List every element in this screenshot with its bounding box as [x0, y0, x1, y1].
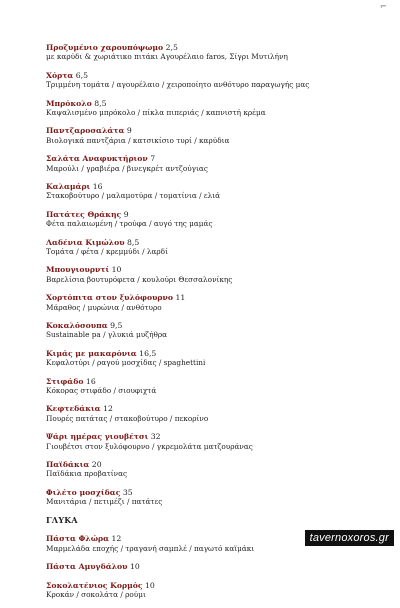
- menu-item-name: Σοκολατένιος Κορμός: [46, 580, 143, 590]
- menu-item: [46, 43, 386, 62]
- menu-item-name: Καλαμάρι: [46, 181, 91, 191]
- menu-list: [46, 43, 386, 608]
- menu-item-name: Φιλέτο μοσχίδας: [46, 487, 121, 497]
- menu-item-description: Τριμμένη τομάτα / αγουρέλαιο / χειροποίητο ανθότυρο παραγωγής μας: [46, 80, 310, 90]
- menu-item: [46, 321, 386, 340]
- menu-item-name: Χόρτα: [46, 70, 74, 80]
- menu-item-description: Παϊδάκια προβατίνας: [46, 469, 128, 479]
- menu-item-price: 7: [150, 154, 156, 164]
- menu-item: [46, 210, 386, 229]
- menu-item-name: Κεφτεδάκια: [46, 404, 101, 414]
- site-watermark[interactable]: tavernoxoros.gr: [305, 530, 394, 546]
- menu-item-description: Μαρμελάδα εποχής / τραγανή σαμπλέ / παγωτό καϊμάκι: [46, 543, 255, 553]
- menu-item-title-line: [46, 488, 386, 497]
- menu-item-description: Βαρελίσια βουτυρόφετα / κουλούρι Θεσσαλονίκης: [46, 274, 233, 284]
- menu-item-price: 16: [92, 181, 103, 191]
- menu-item-title-line: [46, 581, 386, 590]
- menu-item-description: Τομάτα / φέτα / κρεμμύδι / λαρδί: [46, 246, 168, 256]
- menu-item-name: Προζυμένιο χαρουπόψωμο: [46, 43, 164, 52]
- menu-item-price: 9: [123, 209, 129, 219]
- menu-item-price: 9: [126, 126, 132, 136]
- menu-item-title-line: [46, 238, 386, 247]
- menu-item-price: 8,5: [94, 98, 107, 108]
- menu-item-description: Βιολογικά παντζάρια / κατσικίσιο τυρί / καρύδια: [46, 135, 230, 145]
- menu-item-title-line: [46, 432, 386, 441]
- menu-item-title-line: [46, 321, 386, 330]
- menu-item-price: 9,5: [110, 320, 123, 330]
- corner-mark: ⌐: [380, 2, 387, 11]
- menu-item: [46, 238, 386, 257]
- menu-item: [46, 182, 386, 201]
- menu-item: [46, 460, 386, 479]
- menu-item-name: Λαδένια Κιμώλου: [46, 237, 125, 247]
- menu-item-price: 10: [111, 265, 122, 275]
- menu-item: [46, 349, 386, 368]
- menu-item-price: 10: [144, 580, 155, 590]
- menu-item-title-line: [46, 562, 386, 571]
- menu-item-description: Πουρές πατάτας / στακοβούτυρο / πεκορίνο: [46, 413, 209, 423]
- menu-item: [46, 562, 386, 571]
- menu-item: [46, 126, 386, 145]
- menu-item-title-line: [46, 460, 386, 469]
- menu-item-price: 35: [122, 487, 133, 497]
- menu-item: [46, 432, 386, 451]
- menu-item-name: Κιμάς με μακαρόνια: [46, 348, 137, 358]
- menu-item-title-line: [46, 265, 386, 274]
- menu-item: [46, 293, 386, 312]
- menu-item-price: 32: [150, 432, 161, 442]
- menu-item: [46, 71, 386, 90]
- menu-item-name: Πατάτες Θράκης: [46, 209, 122, 219]
- menu-item-description: Κόκορας στιφάδο / σιουφιχτά: [46, 385, 157, 395]
- menu-item-description: Στακοβούτυρο / μαλαμοτύρα / τοματίνια / ελιά: [46, 191, 221, 201]
- menu-item-title-line: [46, 349, 386, 358]
- menu-item-description: Κροκάν / σοκολάτα / ρούμι: [46, 589, 146, 599]
- menu-item: [46, 99, 386, 118]
- sweets-heading: ΓΛΥΚΑ: [46, 515, 78, 525]
- menu-item-name: Σαλάτα Αναφυκτήριον: [46, 154, 148, 164]
- menu-item: [46, 581, 386, 600]
- menu-item-title-line: [46, 404, 386, 413]
- menu-item-description: Μανιτάρια / πετιμέζι / πατάτες: [46, 497, 163, 507]
- menu-item-name: Μπρόκολο: [46, 98, 92, 108]
- menu-item-title-line: [46, 99, 386, 108]
- menu-item-price: 11: [175, 293, 186, 303]
- menu-item-name: Μπουγιουρντί: [46, 265, 110, 275]
- menu-item-price: 2,5: [165, 43, 178, 52]
- menu-item-title-line: [46, 71, 386, 80]
- menu-item: [46, 404, 386, 423]
- menu-item-price: 12: [111, 534, 122, 544]
- menu-item-price: 16,5: [139, 348, 157, 358]
- menu-item-description: Μάραθος / μυρώνια / ανθότυρο: [46, 302, 162, 312]
- menu-item-name: Ψάρι ημέρας γιουβέτσι: [46, 432, 149, 442]
- menu-item-description: Καψαλισμένο μπρόκολο / πίκλα πιπεριάς / καπνιστή κρέμα: [46, 108, 266, 117]
- menu-item-description: Κεφαλοτύρι / ραγού μοσχίδας / spaghettini: [46, 358, 206, 368]
- menu-item-price: 12: [103, 404, 113, 414]
- menu-item-description: Φέτα παλαιωμένη / τρούφα / αυγό της μαμάς: [46, 219, 213, 229]
- menu-item-price: 6,5: [75, 70, 88, 80]
- menu-item-description: Μαρούλι / γραβιέρα / βινεγκρέτ αντζούγιας: [46, 163, 208, 173]
- menu-item-name: Χορτόπιτα στον ξυλόφουρνο: [46, 293, 173, 303]
- menu-item-name: Πάστα Φλώρα: [46, 534, 110, 544]
- menu-item-name: Στιφάδο: [46, 376, 84, 386]
- menu-item-title-line: [46, 43, 386, 52]
- menu-item-name: Πάστα Αμυγδάλου: [46, 561, 128, 571]
- menu-item-title-line: [46, 154, 386, 163]
- menu-item: [46, 154, 386, 173]
- menu-item-price: 20: [91, 459, 102, 469]
- menu-item: [46, 488, 386, 507]
- menu-item-title-line: [46, 210, 386, 219]
- menu-item-title-line: [46, 377, 386, 386]
- menu-item-title-line: [46, 126, 386, 135]
- menu-item-description: με καρύδι & χωριάτικο πιτάκι Αγουρέλαιο faros, Σίγρι Μυτιλήνη: [46, 52, 288, 62]
- menu-item-price: 8,5: [126, 237, 140, 247]
- menu-item-name: Παϊδάκια: [46, 459, 90, 469]
- menu-item-description: Sustainable pa / γλυκιά μυζήθρα: [46, 330, 168, 340]
- menu-item-name: Κοκαλόσουπα: [46, 320, 108, 330]
- menu-item-price: 16: [85, 376, 96, 386]
- menu-item-title-line: [46, 182, 386, 191]
- menu-item-title-line: [46, 293, 386, 302]
- menu-item-description: Γιουβέτσι στον ξυλόφουρνο / γκρεμολάτα ματζουράνας: [46, 441, 253, 451]
- menu-item: [46, 377, 386, 396]
- menu-item-name: Παντζαροσαλάτα: [46, 126, 125, 136]
- mains-list: [46, 43, 386, 506]
- menu-item-price: 10: [129, 561, 140, 571]
- menu-item: [46, 265, 386, 284]
